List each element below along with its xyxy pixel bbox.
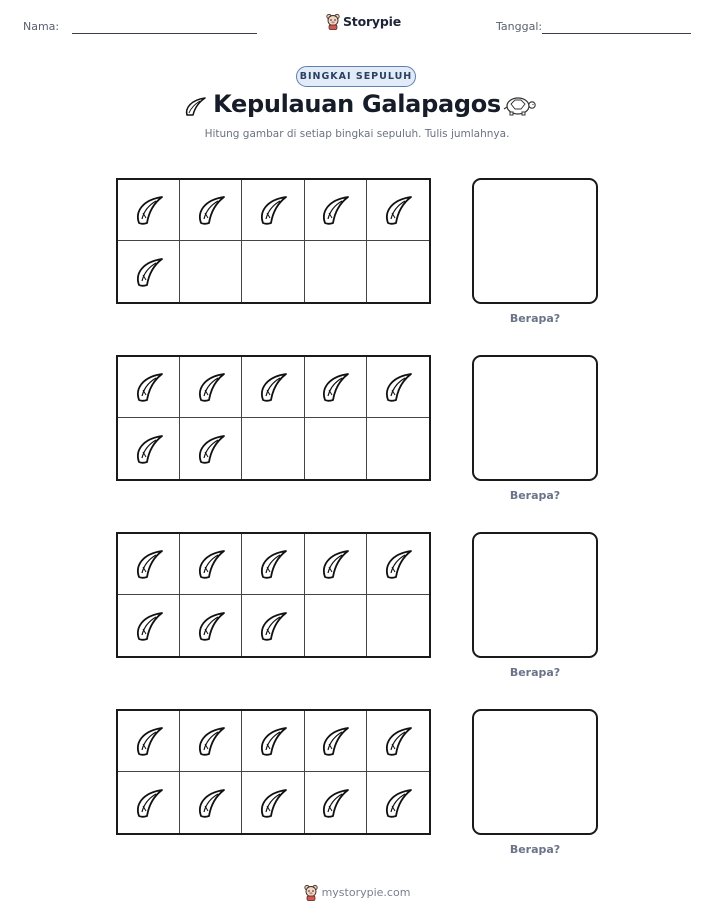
footer: [0, 884, 714, 901]
leaf-icon: [381, 547, 415, 581]
frame-cell: [118, 180, 180, 241]
name-line[interactable]: [72, 33, 257, 34]
leaf-icon: [194, 609, 228, 643]
leaf-icon: [132, 609, 166, 643]
leaf-icon: [318, 193, 352, 227]
answer-label-4: Berapa?: [509, 843, 561, 856]
frame-cell: [242, 241, 304, 302]
frame-cell: [180, 180, 242, 241]
leaf-icon: [256, 609, 290, 643]
frame-cell: [367, 534, 429, 595]
leaf-icon: [381, 193, 415, 227]
frame-cell: [305, 772, 367, 833]
frame-cell: [305, 180, 367, 241]
answer-label-3: Berapa?: [509, 666, 561, 679]
leaf-icon: [194, 432, 228, 466]
frame-cell: [118, 534, 180, 595]
frame-cell: [305, 418, 367, 479]
leaf-icon: [194, 547, 228, 581]
frame-cell: [242, 595, 304, 656]
leaf-icon: [381, 724, 415, 758]
frame-cell: [367, 180, 429, 241]
leaf-icon: [256, 370, 290, 404]
leaf-icon: [318, 547, 352, 581]
leaf-icon: [381, 370, 415, 404]
leaf-icon: [132, 432, 166, 466]
frame-cell: [305, 711, 367, 772]
answer-box-1[interactable]: [472, 178, 598, 304]
frame-cell: [305, 595, 367, 656]
frame-cell: [305, 241, 367, 302]
frame-cell: [367, 595, 429, 656]
leaf-icon: [381, 786, 415, 820]
ten-frame-1: [116, 178, 431, 304]
answer-box-2[interactable]: [472, 355, 598, 481]
frame-cell: [180, 357, 242, 418]
answer-label-1: Berapa?: [509, 312, 561, 325]
worksheet-type-badge: BINGKAI SEPULUH: [296, 66, 416, 87]
frame-cell: [180, 711, 242, 772]
brand-name: Storypie: [343, 14, 401, 29]
ten-frame-3: [116, 532, 431, 658]
frame-cell: [180, 534, 242, 595]
leaf-icon: [318, 370, 352, 404]
ten-frame-4: [116, 709, 431, 835]
frame-cell: [118, 241, 180, 302]
frame-cell: [242, 357, 304, 418]
brand-logo: [326, 13, 401, 30]
bear-mascot-icon: [326, 13, 340, 30]
frame-cell: [118, 595, 180, 656]
frame-cell: [242, 772, 304, 833]
frame-cell: [367, 418, 429, 479]
instructions: Hitung gambar di setiap bingkai sepuluh. Tulis jumlahnya.: [204, 128, 510, 140]
leaf-icon: [132, 370, 166, 404]
answer-box-4[interactable]: [472, 709, 598, 835]
frame-cell: [367, 241, 429, 302]
leaf-icon: [132, 547, 166, 581]
date-line[interactable]: [542, 33, 691, 34]
leaf-icon: [256, 193, 290, 227]
frame-cell: [242, 534, 304, 595]
frame-cell: [305, 357, 367, 418]
frame-cell: [118, 772, 180, 833]
answer-box-3[interactable]: [472, 532, 598, 658]
leaf-icon: [194, 193, 228, 227]
leaf-icon: [132, 786, 166, 820]
frame-cell: [305, 534, 367, 595]
frame-cell: [180, 595, 242, 656]
frame-cell: [367, 772, 429, 833]
bear-mascot-icon: [304, 884, 318, 901]
tortoise-icon: [503, 94, 537, 116]
leaf-icon: [132, 193, 166, 227]
date-label: Tanggal:: [496, 20, 543, 33]
footer-site: mystorypie.com: [321, 886, 411, 899]
answer-label-2: Berapa?: [509, 489, 561, 502]
frame-cell: [118, 418, 180, 479]
frame-cell: [180, 241, 242, 302]
frame-cell: [118, 711, 180, 772]
leaf-icon: [318, 724, 352, 758]
frame-cell: [242, 711, 304, 772]
ten-frame-2: [116, 355, 431, 481]
leaf-icon: [132, 255, 166, 289]
leaf-icon: [194, 370, 228, 404]
name-label: Nama:: [23, 20, 60, 33]
frame-cell: [367, 357, 429, 418]
leaf-icon: [256, 786, 290, 820]
leaf-icon: [318, 786, 352, 820]
leaf-icon: [132, 724, 166, 758]
frame-cell: [180, 772, 242, 833]
leaf-icon: [256, 547, 290, 581]
leaf-icon: [256, 724, 290, 758]
leaf-icon: [194, 786, 228, 820]
page-title: Kepulauan Galapagos: [213, 90, 501, 118]
frame-cell: [242, 180, 304, 241]
frame-cell: [367, 711, 429, 772]
frame-cell: [242, 418, 304, 479]
frame-cell: [180, 418, 242, 479]
frame-cell: [118, 357, 180, 418]
leaf-icon: [194, 724, 228, 758]
